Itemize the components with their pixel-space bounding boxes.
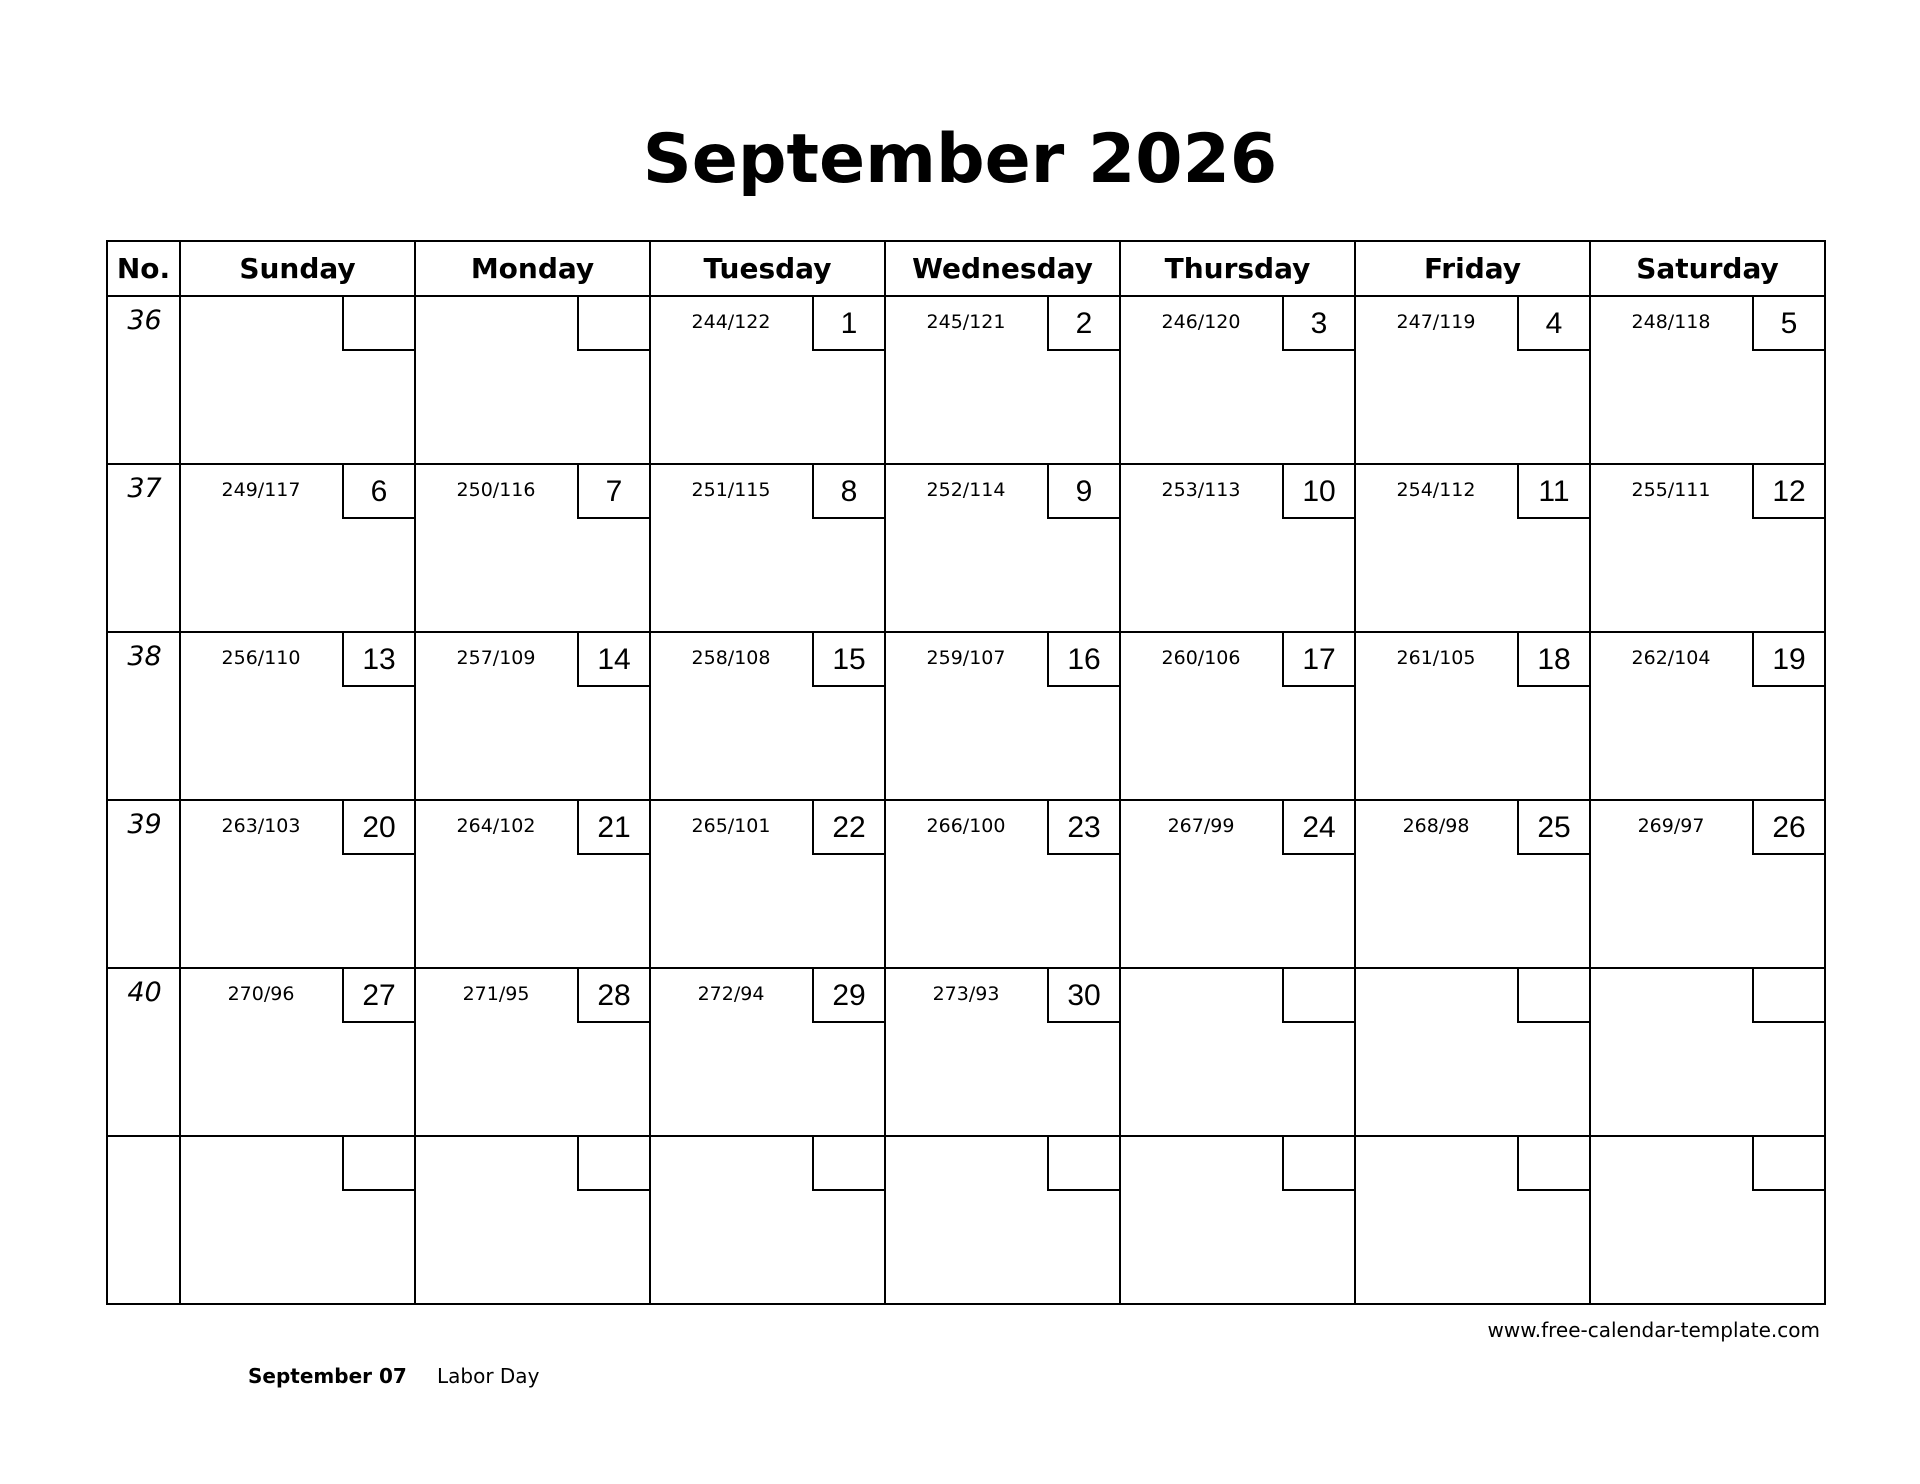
- day-number: 20: [342, 801, 414, 855]
- website-credit: www.free-calendar-template.com: [1487, 1318, 1820, 1342]
- day-of-year: 245/121: [926, 311, 1006, 333]
- day-cell[interactable]: [650, 464, 885, 632]
- day-of-year: 250/116: [456, 479, 536, 501]
- day-of-year: 268/98: [1402, 815, 1470, 837]
- week-number-header: No.: [107, 241, 180, 296]
- day-number: 2: [1047, 297, 1119, 351]
- day-of-year: 248/118: [1631, 311, 1711, 333]
- day-number: 26: [1752, 801, 1824, 855]
- weekday-header: Thursday: [1120, 241, 1355, 296]
- week-number: 37: [127, 473, 162, 504]
- day-of-year: 259/107: [926, 647, 1006, 669]
- day-of-year: 267/99: [1167, 815, 1235, 837]
- day-of-year: 270/96: [227, 983, 295, 1005]
- weekday-header: Friday: [1355, 241, 1590, 296]
- week-number: 38: [127, 641, 162, 672]
- day-of-year: 252/114: [926, 479, 1006, 501]
- day-of-year: 255/111: [1631, 479, 1711, 501]
- day-of-year: 256/110: [221, 647, 301, 669]
- week-number: 40: [127, 977, 162, 1008]
- day-of-year: 273/93: [932, 983, 1000, 1005]
- day-number: [1282, 969, 1354, 1023]
- day-cell[interactable]: [180, 464, 415, 632]
- day-of-year: 244/122: [691, 311, 771, 333]
- day-cell[interactable]: [1590, 800, 1825, 968]
- day-cell[interactable]: [180, 800, 415, 968]
- day-of-year: 271/95: [462, 983, 530, 1005]
- day-cell[interactable]: [415, 1136, 650, 1304]
- day-of-year: 263/103: [221, 815, 301, 837]
- holiday-name: Labor Day: [437, 1364, 540, 1388]
- calendar-body: [107, 296, 1825, 1304]
- day-number: 12: [1752, 465, 1824, 519]
- day-number: 23: [1047, 801, 1119, 855]
- day-of-year: 253/113: [1161, 479, 1241, 501]
- day-cell[interactable]: [415, 296, 650, 464]
- day-cell[interactable]: [650, 1136, 885, 1304]
- day-cell[interactable]: [180, 632, 415, 800]
- day-of-year: 247/119: [1396, 311, 1476, 333]
- day-number: 24: [1282, 801, 1354, 855]
- day-cell[interactable]: [1355, 464, 1590, 632]
- weekday-header: Sunday: [180, 241, 415, 296]
- day-number: 10: [1282, 465, 1354, 519]
- day-cell[interactable]: [1590, 296, 1825, 464]
- day-number: [1517, 969, 1589, 1023]
- day-number: 7: [577, 465, 649, 519]
- day-number: [1752, 969, 1824, 1023]
- day-of-year: 254/112: [1396, 479, 1476, 501]
- day-number: 15: [812, 633, 884, 687]
- day-cell[interactable]: [885, 800, 1120, 968]
- day-number: [342, 1137, 414, 1191]
- day-number: 5: [1752, 297, 1824, 351]
- day-of-year: 266/100: [926, 815, 1006, 837]
- day-cell[interactable]: [885, 296, 1120, 464]
- week-number-cell: [107, 296, 180, 464]
- calendar-grid: [106, 240, 1826, 1305]
- day-cell[interactable]: [885, 968, 1120, 1136]
- day-cell[interactable]: [1355, 968, 1590, 1136]
- day-number: 11: [1517, 465, 1589, 519]
- day-number: [812, 1137, 884, 1191]
- day-cell[interactable]: [1120, 296, 1355, 464]
- day-number: 29: [812, 969, 884, 1023]
- day-number: 6: [342, 465, 414, 519]
- day-cell[interactable]: [1355, 1136, 1590, 1304]
- week-number-cell: [107, 632, 180, 800]
- day-cell[interactable]: [650, 968, 885, 1136]
- day-number: 1: [812, 297, 884, 351]
- day-number: [1517, 1137, 1589, 1191]
- day-cell[interactable]: [1590, 1136, 1825, 1304]
- day-number: 28: [577, 969, 649, 1023]
- day-number: 8: [812, 465, 884, 519]
- day-number: [577, 297, 649, 351]
- day-cell[interactable]: [650, 632, 885, 800]
- day-cell[interactable]: [180, 1136, 415, 1304]
- day-cell[interactable]: [885, 632, 1120, 800]
- day-number: [577, 1137, 649, 1191]
- day-cell[interactable]: [180, 296, 415, 464]
- day-of-year: 269/97: [1637, 815, 1705, 837]
- calendar-title: September 2026: [642, 120, 1278, 199]
- day-cell[interactable]: [1590, 464, 1825, 632]
- day-number: 3: [1282, 297, 1354, 351]
- day-cell[interactable]: [1590, 968, 1825, 1136]
- day-of-year: 264/102: [456, 815, 536, 837]
- holiday-date: September 07: [248, 1364, 407, 1388]
- day-cell[interactable]: [1120, 1136, 1355, 1304]
- week-number: 36: [127, 305, 162, 336]
- day-cell[interactable]: [650, 296, 885, 464]
- day-cell[interactable]: [1120, 800, 1355, 968]
- day-of-year: 257/109: [456, 647, 536, 669]
- day-number: 22: [812, 801, 884, 855]
- day-number: [1282, 1137, 1354, 1191]
- day-of-year: 265/101: [691, 815, 771, 837]
- day-of-year: 249/117: [221, 479, 301, 501]
- day-number: 18: [1517, 633, 1589, 687]
- day-number: [1752, 1137, 1824, 1191]
- day-cell[interactable]: [1120, 464, 1355, 632]
- day-number: 30: [1047, 969, 1119, 1023]
- day-number: 4: [1517, 297, 1589, 351]
- weekday-header: Wednesday: [885, 241, 1120, 296]
- week-number-cell: [107, 1136, 180, 1304]
- week-number-cell: [107, 800, 180, 968]
- day-number: 17: [1282, 633, 1354, 687]
- day-cell[interactable]: [885, 464, 1120, 632]
- day-of-year: 251/115: [691, 479, 771, 501]
- day-cell[interactable]: [180, 968, 415, 1136]
- day-number: 16: [1047, 633, 1119, 687]
- weekday-header: Saturday: [1590, 241, 1825, 296]
- day-number: 14: [577, 633, 649, 687]
- day-number: 27: [342, 969, 414, 1023]
- day-cell[interactable]: [885, 1136, 1120, 1304]
- day-cell[interactable]: [1120, 632, 1355, 800]
- day-cell[interactable]: [1355, 296, 1590, 464]
- week-number: 39: [127, 809, 162, 840]
- day-cell[interactable]: [1355, 800, 1590, 968]
- week-row: [107, 968, 1825, 1136]
- day-cell[interactable]: [1590, 632, 1825, 800]
- day-of-year: 260/106: [1161, 647, 1241, 669]
- day-number: 13: [342, 633, 414, 687]
- day-number: 25: [1517, 801, 1589, 855]
- day-cell[interactable]: [415, 800, 650, 968]
- weekday-header: Monday: [415, 241, 650, 296]
- day-cell[interactable]: [1120, 968, 1355, 1136]
- week-row: [107, 1136, 1825, 1304]
- week-row: [107, 464, 1825, 632]
- day-number: 21: [577, 801, 649, 855]
- day-cell[interactable]: [415, 464, 650, 632]
- day-of-year: 262/104: [1631, 647, 1711, 669]
- day-of-year: 272/94: [697, 983, 765, 1005]
- day-number: 19: [1752, 633, 1824, 687]
- day-cell[interactable]: [650, 800, 885, 968]
- weekday-header-row: [107, 241, 1825, 296]
- day-of-year: 261/105: [1396, 647, 1476, 669]
- week-number-cell: [107, 464, 180, 632]
- day-cell[interactable]: [415, 632, 650, 800]
- week-row: [107, 800, 1825, 968]
- day-of-year: 246/120: [1161, 311, 1241, 333]
- day-of-year: 258/108: [691, 647, 771, 669]
- day-number: [342, 297, 414, 351]
- week-row: [107, 632, 1825, 800]
- week-number-cell: [107, 968, 180, 1136]
- weekday-header: Tuesday: [650, 241, 885, 296]
- week-row: [107, 296, 1825, 464]
- day-number: 9: [1047, 465, 1119, 519]
- day-cell[interactable]: [1355, 632, 1590, 800]
- day-cell[interactable]: [415, 968, 650, 1136]
- day-number: [1047, 1137, 1119, 1191]
